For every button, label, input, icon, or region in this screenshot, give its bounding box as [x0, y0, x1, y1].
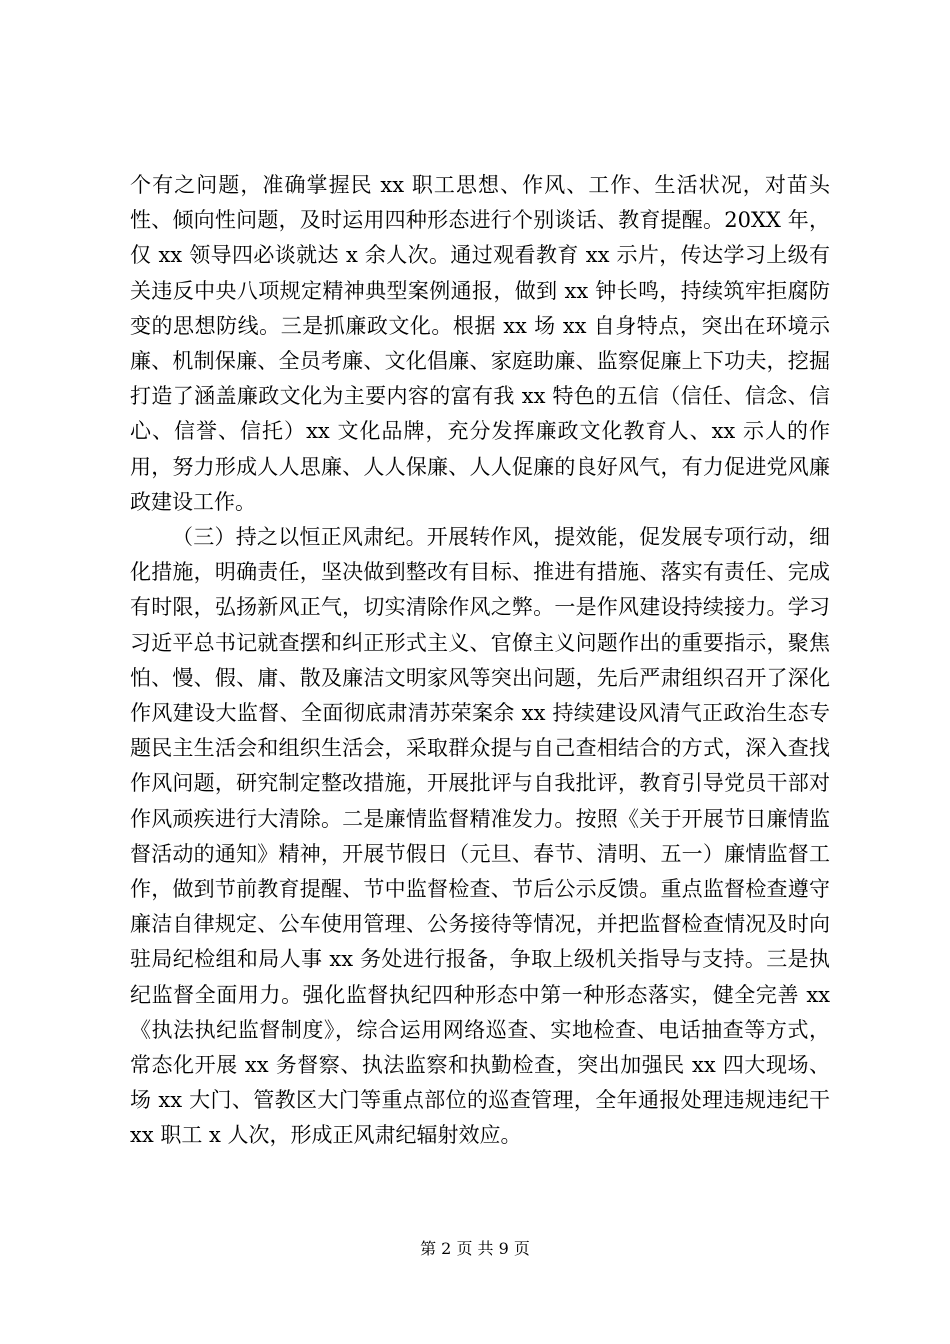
body-text — [130, 168, 837, 1154]
paragraph-2: （三）持之以恒正风肃纪。开展转作风，提效能，促发展专项行动，细化措施，明确责任，坚决做到整改有目标、推进有措施、落实有责任、完成有时限，弘扬新风正气，切实清除作风之弊。一是作风建设持续接力。学习习近平总书记就查摆和纠正形式主义、官僚主义问题作出的重要指示，聚焦怕、慢、假、庸、散及廉洁文明家风等突出问题，先后严肃组织召开了深化作风建设大监督、全面彻底肃清苏荣案余 xx 持续建设风清气正政治生态专题民主生活会和组织生活会，采取群众提与自己查相结合的方式，深入查找作风问题，研究制定整改措施，开展批评与自我批评，教育引导党员干部对作风顽疾进行大清除。二是廉情监督精准发力。按照《关于开展节日廉情监督活动的通知》精神，开展节假日（元旦、春节、清明、五一）廉情监督工作，做到节前教育提醒、节中监督检查、节后公示反馈。重点监督检查遵守廉洁自律规定、公车使用管理、公务接待等情况，并把监督检查情况及时向驻局纪检组和局人事 xx 务处进行报备，争取上级机关指导与支持。三是执纪监督全面用力。强化监督执纪四种形态中第一种形态落实，健全完善 xx《执法执纪监督制度》，综合运用网络巡查、实地检查、电话抽查等方式，常态化开展 xx 务督察、执法监察和执勤检查，突出加强民 xx 四大现场、场 xx 大门、管教区大门等重点部位的巡查管理，全年通报处理违规违纪干 xx 职工 x 人次，形成正风肃纪辐射效应。 — [130, 525, 837, 1148]
page-footer: 第 2 页 共 9 页 — [420, 1239, 530, 1258]
paragraph-1: 个有之问题，准确掌握民 xx 职工思想、作风、工作、生活状况，对苗头性、倾向性问题，及时运用四种形态进行个别谈话、教育提醒。20XX 年，仅 xx 领导四必谈就达 x 余人次。通过观看教育 xx 示片，传达学习上级有关违反中央八项规定精神典型案例通报，做到 xx 钟长鸣，持续筑牢拒腐防变的思想防线。三是抓廉政文化。根据 xx 场 xx 自身特点，突出在环境示廉、机制保廉、全员考廉、文化倡廉、家庭助廉、监察促廉上下功夫，挖掘打造了涵盖廉政文化为主要内容的富有我 xx 特色的五信（信任、信念、信心、信誉、信托）xx 文化品牌，充分发挥廉政文化教育人、xx 示人的作用，努力形成人人思廉、人人保廉、人人促廉的良好风气，有力促进党风廉政建设工作。 — [130, 173, 830, 514]
